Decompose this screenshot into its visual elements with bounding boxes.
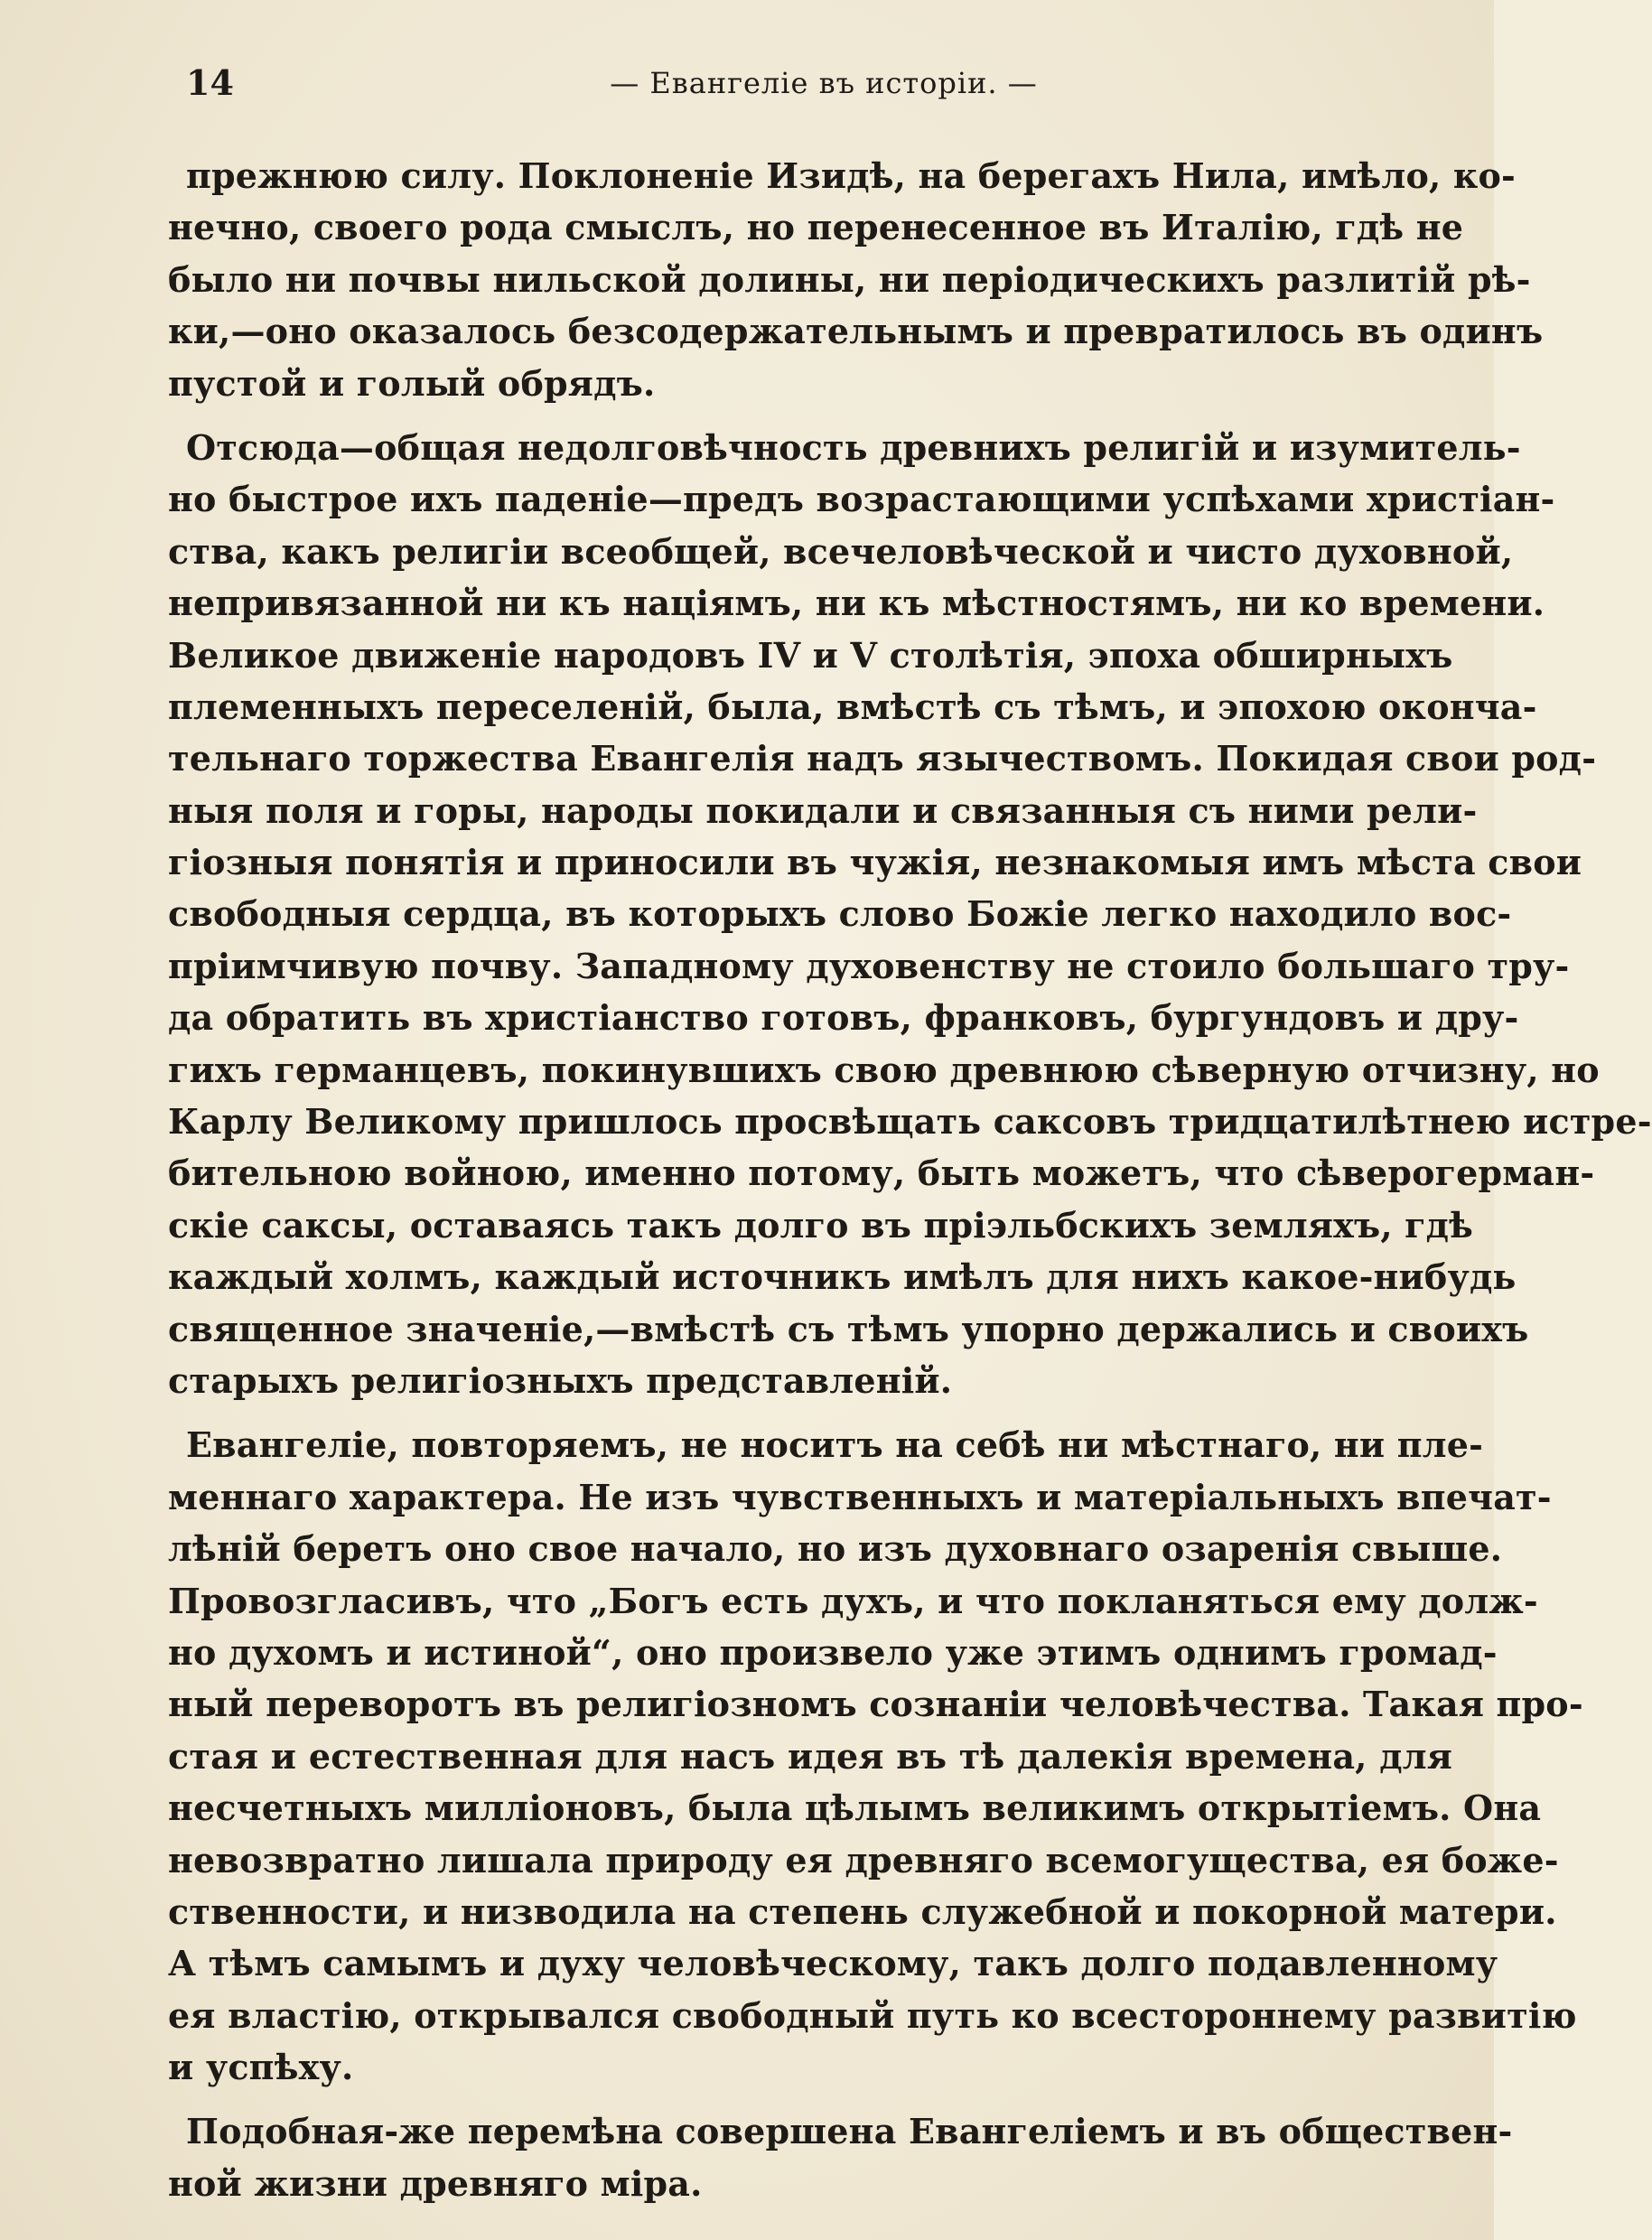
text-line: но духомъ и истиной“, оно произвело уже этимъ однимъ громад- [168, 1631, 1498, 1673]
body-text [168, 150, 1652, 2222]
text-line: ный переворотъ въ религiозномъ сознанiи человѣчества. Такая про- [168, 1684, 1583, 1725]
text-line: священное значенiе,—вмѣстѣ съ тѣмъ упорно держались и своихъ [168, 1308, 1529, 1349]
text-line: ея властiю, открывался свободный путь ко всестороннему развитiю [168, 1994, 1577, 2036]
text-line: ныя поля и горы, народы покидали и связанныя съ ними рели- [168, 789, 1478, 831]
text-line: Отсюда—общая недолговѣчность древнихъ религiй и изумитель- [186, 426, 1521, 468]
paragraph [168, 150, 1544, 409]
text-line: ной жизни древняго мiра. [168, 2162, 703, 2204]
text-line: Провозгласивъ, что „Богъ есть духъ, и что покланяться ему долж- [168, 1580, 1538, 1621]
text-line: несчетныхъ миллiоновъ, была цѣлымъ великимъ открытiемъ. Она [168, 1787, 1542, 1829]
text-line: свободныя сердца, въ которыхъ слово Божiе легко находило вос- [168, 893, 1512, 935]
text-line: каждый холмъ, каждый источникъ имѣлъ для нихъ какое-нибудь [168, 1256, 1517, 1298]
text-line: скiе саксы, оставаясь такъ долго въ прiэльбскихъ земляхъ, гдѣ [168, 1204, 1474, 1246]
text-line: Евангелiе, повторяемъ, не носитъ на себѣ ни мѣстнаго, ни пле- [186, 1424, 1484, 1466]
text-line: ки,—оно оказалось безсодержательнымъ и превратилось въ одинъ [168, 311, 1544, 352]
text-line: Великое движенiе народовъ IV и V столѣтiя, эпоха обширныхъ [168, 634, 1453, 676]
text-line: пустой и голый обрядъ. [168, 362, 656, 404]
text-line: прiимчивую почву. Западному духовенству не стоило большаго тру- [168, 945, 1570, 986]
text-line: нечно, своего рода смыслъ, но перенесенное въ Италiю, гдѣ не [168, 207, 1464, 248]
text-line: бительною войною, именно потому, быть можетъ, что сѣверогерман- [168, 1153, 1595, 1194]
text-line: племенныхъ переселенiй, была, вмѣстѣ съ тѣмъ, и эпохою оконча- [168, 686, 1537, 727]
text-line: непривязанной ни къ нацiямъ, ни къ мѣстностямъ, ни ко времени. [168, 583, 1545, 624]
page-header [182, 56, 1321, 110]
text-line: Подобная-же перемѣна совершена Евангелiемъ и въ обществен- [186, 2111, 1513, 2152]
text-line: меннаго характера. Не изъ чувственныхъ и матерiальныхъ впечат- [168, 1476, 1552, 1517]
text-line: тельнаго торжества Евангелiя надъ язычествомъ. Покидая свои род- [168, 738, 1597, 779]
text-line: ства, какъ религiи всеобщей, всечеловѣческой и чисто духовной, [168, 530, 1514, 572]
text-line: но быстрое ихъ паденiе—предъ возрастающими успѣхами христiан- [168, 479, 1555, 520]
paragraph [168, 2105, 1513, 2209]
running-title: — Евангелie въ исторiи. — [610, 66, 1038, 100]
text-line: гiозныя понятiя и приносили въ чужiя, незнакомыя имъ мѣста свои [168, 842, 1582, 883]
text-line: лѣнiй беретъ оно свое начало, но изъ духовнаго озаренiя свыше. [168, 1528, 1503, 1570]
text-line: да обратить въ христiанство готовъ, франковъ, бургундовъ и дру- [168, 997, 1519, 1039]
text-line: стая и естественная для насъ идея въ тѣ далекiя времена, для [168, 1735, 1452, 1777]
text-line: ственности, и низводила на степень служебной и покорной матери. [168, 1890, 1557, 1932]
text-line: прежнюю силу. Поклоненiе Изидѣ, на берегахъ Нила, имѣло, ко- [186, 155, 1517, 196]
text-line: Карлу Великому пришлось просвѣщать саксовъ тридцатилѣтнею истре- [168, 1101, 1652, 1143]
text-line: и успѣху. [168, 2047, 354, 2088]
text-line: А тѣмъ самымъ и духу человѣческому, такъ долго подавленному [168, 1943, 1498, 1984]
text-line: невозвратно лишала природу ея древняго всемогущества, ея боже- [168, 1839, 1559, 1881]
page-number: 14 [186, 62, 234, 103]
paragraph [168, 1419, 1583, 2093]
text-line: было ни почвы нильской долины, ни перiодическихъ разлитiй рѣ- [168, 258, 1531, 300]
text-line: старыхъ религiозныхъ представленiй. [168, 1359, 953, 1401]
text-line: гихъ германцевъ, покинувшихъ свою древнюю сѣверную отчизну, но [168, 1049, 1600, 1090]
paragraph [168, 422, 1652, 1406]
